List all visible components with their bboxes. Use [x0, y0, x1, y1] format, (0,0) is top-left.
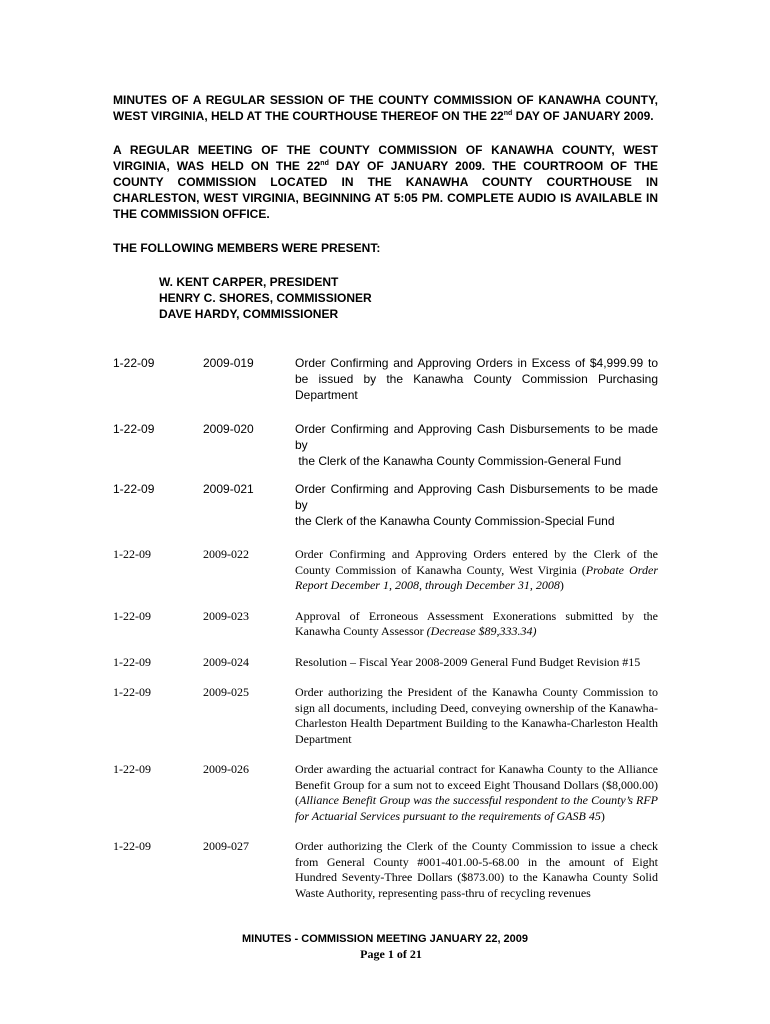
entry-description: Resolution – Fiscal Year 2008-2009 General Fund Budget Revision #15 [295, 654, 641, 669]
entry-date: 1-22-09 [113, 654, 151, 669]
entry-number: 2009-025 [203, 685, 249, 699]
entry-italic-text: (Decrease $89,333.34) [426, 624, 537, 638]
intro-text-end: DAY OF JANUARY 2009. THE COURTROOM OF THE COUNTY COMMISSION LOCATED IN THE KANAWHA COUNTY COURTHOUSE IN CHARLESTON, WEST VIRGINIA, BEGINNING AT 5:05 PM. COMPLETE AUDIO IS AVAILABLE IN THE COMMISSION OFFICE. [113, 159, 658, 221]
entry-date: 1-22-09 [113, 685, 151, 699]
entry-number: 2009-024 [203, 654, 249, 669]
members-present-heading: THE FOLLOWING MEMBERS WERE PRESENT: [113, 241, 381, 255]
entry-date: 1-22-09 [113, 482, 155, 496]
order-entry [113, 481, 658, 529]
order-entry [113, 655, 658, 671]
order-entry [113, 547, 658, 594]
order-entry [113, 421, 658, 469]
entry-number: 2009-020 [203, 422, 254, 436]
entry-text-end: ) [600, 808, 605, 823]
members-list [159, 274, 658, 322]
order-entry [113, 355, 658, 403]
entry-description [295, 421, 658, 469]
entry-number: 2009-019 [203, 356, 254, 370]
entry-text: Order awarding the actuarial contract for Kanawha County to the Alliance Benefit Group for a sum not to exceed Eight Thousand Dollars ($8,000.00) ( [295, 762, 658, 807]
page-footer [0, 932, 770, 962]
order-entry [113, 609, 658, 640]
member-item: HENRY C. SHORES, COMMISSIONER [159, 291, 372, 305]
entry-italic-text: Probate Order Report December 1, 2008, through December 31, 2008 [295, 562, 658, 592]
entry-description: Order authorizing the President of the Kanawha County Commission to sign all documents, including Deed, conveying ownership of the Kanawha-Charleston Health Department Building to the Kanawha-Charleston Health Department [295, 685, 658, 746]
entry-italic-text: Alliance Benefit Group was the successful respondent to the County’s RFP for Actuarial Services pursuant to the requirements of GASB 45 [295, 793, 658, 823]
entry-number: 2009-026 [203, 762, 249, 776]
intro-text: A REGULAR MEETING OF THE COUNTY COMMISSION OF KANAWHA COUNTY, WEST VIRGINIA, WAS HELD ON THE 22 [113, 143, 658, 173]
order-entry [113, 762, 658, 824]
entry-date: 1-22-09 [113, 422, 155, 436]
member-item: DAVE HARDY, COMMISSIONER [159, 307, 339, 321]
heading-text: MINUTES OF A REGULAR SESSION OF THE COUNTY COMMISSION OF KANAWHA COUNTY, WEST VIRGINIA, HELD AT THE COURTHOUSE THEREOF ON THE 22 [113, 93, 658, 123]
entry-text-end: ) [559, 578, 564, 592]
entry-number: 2009-022 [203, 547, 249, 561]
member-item: W. KENT CARPER, PRESIDENT [159, 275, 339, 289]
entry-description: Order Confirming and Approving Orders in Excess of $4,999.99 to be issued by the Kanawha County Commission Purchasing Department [295, 356, 658, 402]
entry-date: 1-22-09 [113, 839, 151, 853]
entry-date: 1-22-09 [113, 762, 151, 776]
intro-superscript: nd [320, 160, 329, 167]
entry-description [295, 481, 658, 529]
page-number: Page 1 of 21 [360, 947, 422, 961]
entry-description [295, 609, 658, 640]
entry-description: Order authorizing the Clerk of the County Commission to issue a check from General County #001-401.00-5-68.00 in the amount of Eight Hundred Seventy-Three Dollars ($873.00) to the Kanawha County Solid Waste Authority, representing pass-thru of recycling revenues [295, 839, 658, 900]
heading-superscript: nd [503, 110, 513, 117]
entry-text: Order Confirming and Approving Orders entered by the Clerk of the County Commission of Kanawha County, West Virginia ( [295, 547, 658, 577]
entry-description [295, 762, 658, 824]
entry-description-line: the Clerk of the Kanawha County Commission-General Fund [295, 454, 622, 468]
entry-date: 1-22-09 [113, 356, 155, 370]
entry-description-line: Order Confirming and Approving Cash Disbursements to be made by [295, 482, 658, 512]
entry-description-line: the Clerk of the Kanawha County Commission-Special Fund [295, 514, 615, 528]
entry-number: 2009-021 [203, 482, 254, 496]
entry-description-line: Order Confirming and Approving Cash Disbursements to be made by [295, 422, 658, 452]
entry-number: 2009-027 [203, 839, 249, 853]
entry-text: Approval of Erroneous Assessment Exonerations submitted by the Kanawha County Assessor [295, 608, 658, 638]
entry-date: 1-22-09 [113, 608, 151, 623]
entry-date: 1-22-09 [113, 547, 151, 561]
intro-paragraph [113, 142, 658, 222]
document-page [113, 92, 658, 901]
footer-title: MINUTES - COMMISSION MEETING JANUARY 22, 2009 [241, 933, 529, 945]
order-entry [113, 839, 658, 901]
document-heading [113, 92, 658, 124]
order-entry [113, 685, 658, 747]
entry-description [295, 547, 658, 594]
entry-number: 2009-023 [203, 608, 249, 623]
heading-text-end: DAY OF JANUARY 2009. [512, 109, 654, 123]
